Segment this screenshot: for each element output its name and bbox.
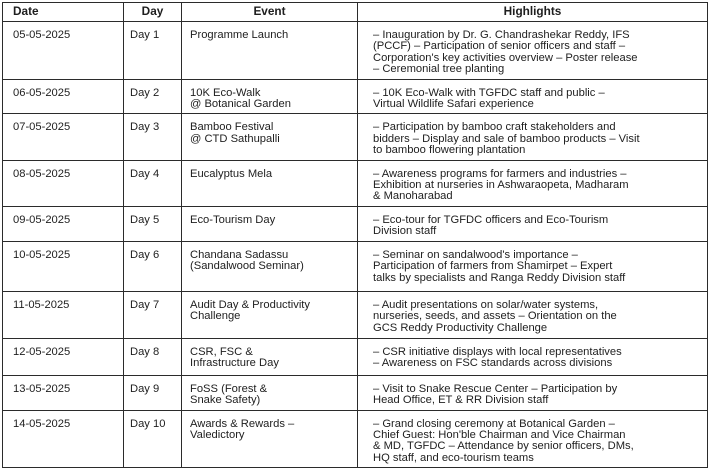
highlight-line: Exhibition at nurseries in Ashwaraopeta, Madharam: [373, 179, 629, 192]
event-line: 10K Eco-Walk: [190, 86, 261, 99]
header-date: Date: [3, 3, 124, 22]
date-cell: 06-05-2025: [3, 79, 124, 114]
highlight-line: – 10K Eco-Walk with TGFDC staff and public –: [373, 86, 605, 99]
highlights-cell: [358, 291, 708, 338]
schedule-table: [2, 2, 708, 468]
event-cell: [182, 114, 358, 160]
date-cell: 12-05-2025: [3, 338, 124, 375]
day-cell: Day 1: [124, 22, 182, 80]
table-row: [3, 241, 708, 291]
highlight-line: Participation of farmers from Shamirpet – Expert: [373, 260, 613, 273]
highlight-line: (PCCF) – Participation of senior officers and staff –: [373, 40, 626, 53]
event-line: @ CTD Sathupalli: [190, 132, 280, 145]
day-cell: Day 7: [124, 291, 182, 338]
highlight-line: – Grand closing ceremony at Botanical Garden –: [373, 417, 615, 430]
schedule-sheet: [2, 2, 707, 468]
table-row: [3, 114, 708, 160]
highlight-line: – Awareness on FSC standards across divisions: [373, 357, 613, 370]
event-line: Valedictory: [190, 428, 245, 441]
day-cell: Day 3: [124, 114, 182, 160]
table-row: [3, 79, 708, 114]
date-cell: 14-05-2025: [3, 410, 124, 468]
highlights-cell: [358, 79, 708, 114]
event-line: Awards & Rewards –: [190, 417, 295, 430]
highlight-line: – Eco-tour for TGFDC officers and Eco-Tourism: [373, 213, 609, 226]
event-cell: [182, 375, 358, 410]
event-cell: [182, 241, 358, 291]
highlight-line: GCS Reddy Productivity Challenge: [373, 321, 548, 334]
highlights-cell: [358, 206, 708, 241]
event-line: Audit Day & Productivity: [190, 298, 311, 311]
schedule-body: [3, 22, 708, 468]
date-cell: 08-05-2025: [3, 160, 124, 206]
day-cell: Day 4: [124, 160, 182, 206]
table-row: [3, 160, 708, 206]
event-cell: [182, 79, 358, 114]
highlight-line: – Inauguration by Dr. G. Chandrashekar Reddy, IFS: [373, 29, 630, 41]
highlights-cell: [358, 160, 708, 206]
highlight-line: bidders – Display and sale of bamboo products – Visit: [373, 132, 640, 145]
table-row: [3, 291, 708, 338]
header-highlights: Highlights: [358, 3, 708, 22]
header-day: Day: [124, 3, 182, 22]
highlight-line: – Visit to Snake Rescue Center – Participation by: [373, 382, 618, 395]
day-cell: Day 6: [124, 241, 182, 291]
event-line: (Sandalwood Seminar): [190, 260, 304, 273]
highlights-cell: [358, 114, 708, 160]
highlight-line: – CSR initiative displays with local representatives: [373, 345, 622, 358]
highlight-line: talks by specialists and Ranga Reddy Division staff: [373, 271, 626, 284]
date-cell: 09-05-2025: [3, 206, 124, 241]
event-line: Bamboo Festival: [190, 121, 274, 134]
highlight-line: Division staff: [373, 225, 437, 238]
table-row: [3, 375, 708, 410]
table-row: [3, 22, 708, 80]
date-cell: 13-05-2025: [3, 375, 124, 410]
event-cell: [182, 338, 358, 375]
highlight-line: Virtual Wildlife Safari experience: [373, 98, 534, 111]
event-cell: [182, 160, 358, 206]
highlights-cell: [358, 22, 708, 80]
table-row: [3, 338, 708, 375]
highlight-line: to bamboo flowering plantation: [373, 144, 526, 157]
event-cell: [182, 291, 358, 338]
header-event: Event: [182, 3, 358, 22]
event-line: FoSS (Forest &: [190, 382, 268, 395]
highlights-cell: [358, 338, 708, 375]
event-line: Challenge: [190, 310, 241, 323]
highlight-line: Chief Guest: Hon'ble Chairman and Vice Chairman: [373, 428, 626, 441]
highlight-line: – Participation by bamboo craft stakeholders and: [373, 121, 616, 134]
highlight-line: HQ staff, and eco-tourism teams: [373, 451, 534, 464]
event-line: @ Botanical Garden: [190, 98, 291, 111]
event-line: CSR, FSC &: [190, 345, 253, 358]
table-row: [3, 206, 708, 241]
day-cell: Day 8: [124, 338, 182, 375]
highlight-line: – Ceremonial tree planting: [373, 63, 505, 76]
day-cell: Day 2: [124, 79, 182, 114]
day-cell: Day 9: [124, 375, 182, 410]
table-row: [3, 410, 708, 468]
highlight-line: – Seminar on sandalwood's importance –: [373, 248, 578, 261]
day-cell: Day 10: [124, 410, 182, 468]
highlight-line: nurseries, seeds, and assets – Orientation on the: [373, 310, 617, 323]
event-line: Snake Safety): [190, 394, 261, 407]
event-cell: [182, 22, 358, 80]
highlights-cell: [358, 375, 708, 410]
event-line: Infrastructure Day: [190, 357, 279, 370]
event-line: Programme Launch: [190, 29, 289, 41]
event-cell: [182, 410, 358, 468]
highlight-line: Corporation's key activities overview – Poster release: [373, 51, 638, 64]
event-cell: [182, 206, 358, 241]
event-line: Eucalyptus Mela: [190, 167, 273, 180]
highlights-cell: [358, 241, 708, 291]
highlight-line: – Awareness programs for farmers and industries –: [373, 167, 627, 180]
highlight-line: – Audit presentations on solar/water systems,: [373, 298, 599, 311]
highlight-line: Head Office, ET & RR Division staff: [373, 394, 549, 407]
date-cell: 07-05-2025: [3, 114, 124, 160]
highlight-line: & MD, TGFDC – Attendance by senior officers, DMs,: [373, 440, 634, 453]
date-cell: 11-05-2025: [3, 291, 124, 338]
date-cell: 10-05-2025: [3, 241, 124, 291]
event-line: Eco-Tourism Day: [190, 213, 276, 226]
highlight-line: & Manoharabad: [373, 190, 453, 203]
header-row: [3, 3, 708, 22]
day-cell: Day 5: [124, 206, 182, 241]
highlights-cell: [358, 410, 708, 468]
event-line: Chandana Sadassu: [190, 248, 289, 261]
date-cell: 05-05-2025: [3, 22, 124, 80]
